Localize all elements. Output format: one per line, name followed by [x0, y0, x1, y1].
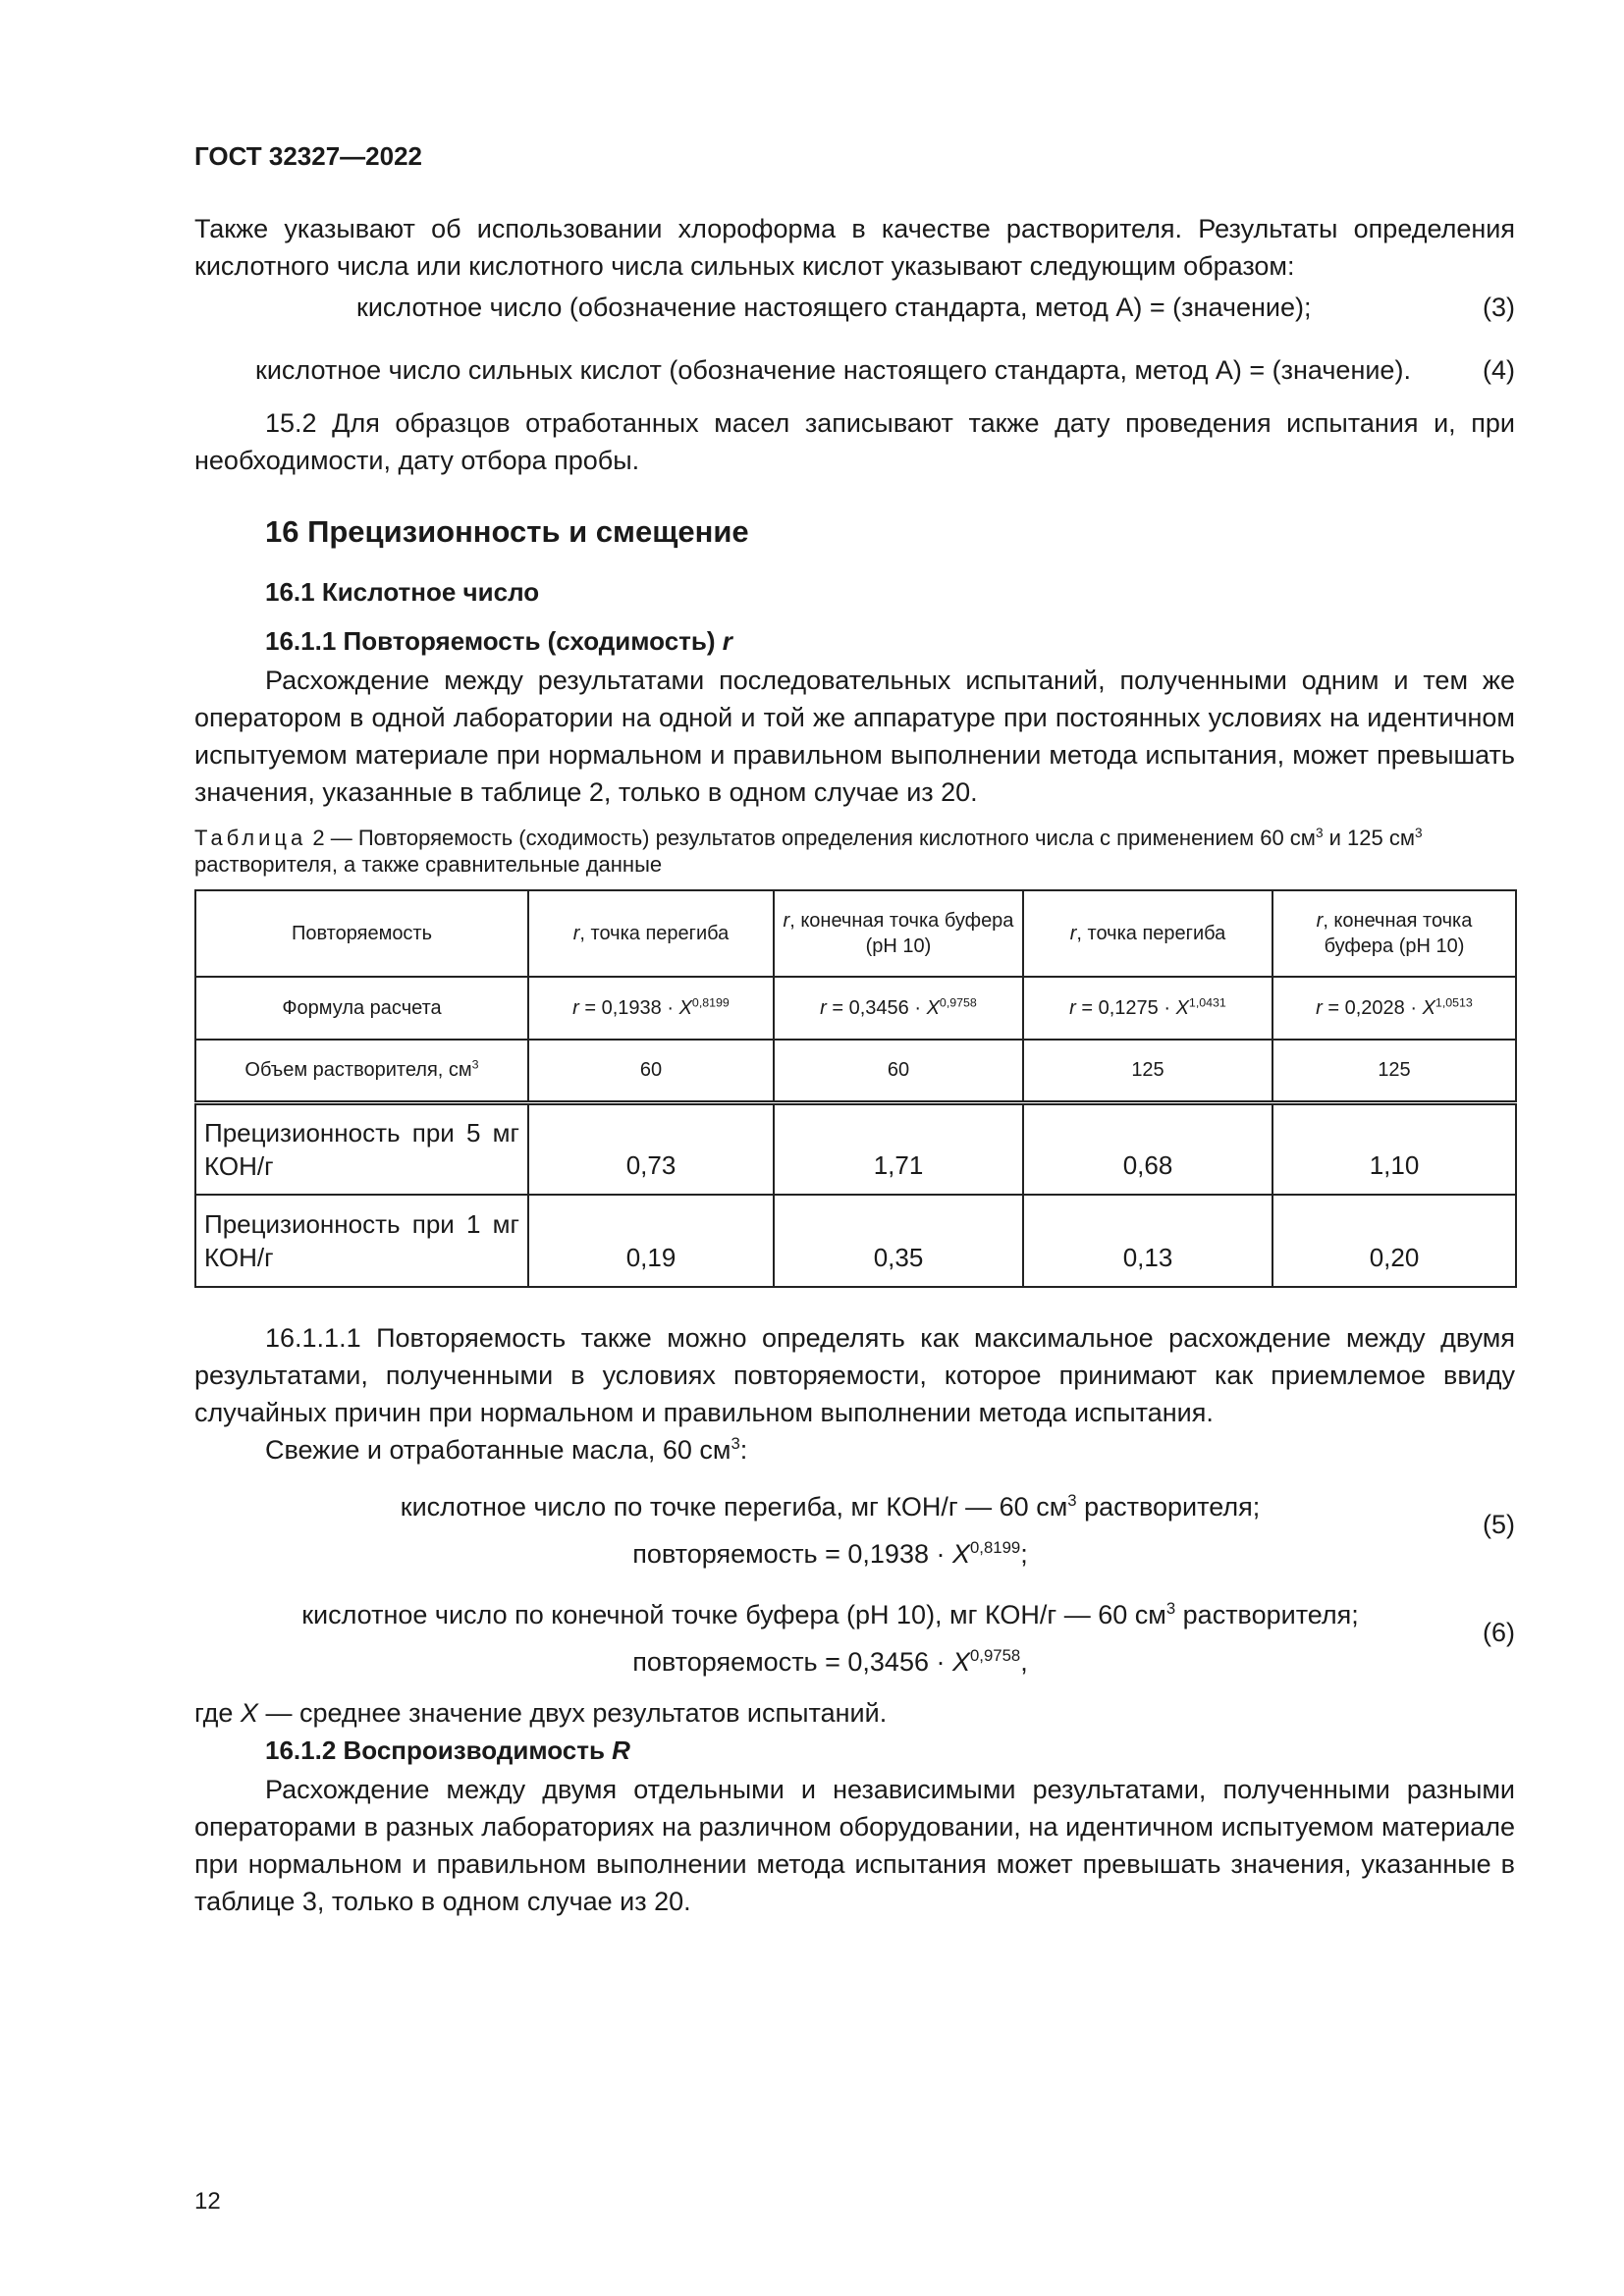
formula-6-line2 [194, 1643, 1515, 1681]
where-prefix: где [194, 1698, 241, 1728]
formula-cell [774, 977, 1023, 1040]
table-row [195, 1195, 1516, 1287]
table-caption-label: Таблица [194, 826, 307, 850]
volume-row-label [195, 1040, 528, 1102]
intro-paragraph: Также указывают об использовании хлороформа в качестве растворителя. Результаты определения кислотного числа или кислотного числа сильных кислот указывают следующим образом: [194, 214, 1515, 281]
formula-5-line2-text: повторяемость = 0,1938 · [632, 1539, 952, 1569]
paragraph-15-2: 15.2 Для образцов отработанных масел записывают также дату проведения испытания и, при необходимости, дату отбора пробы. [194, 408, 1515, 475]
formula-5-line1-text: кислотное число по точке перегиба, мг КОН/г — 60 см [400, 1492, 1068, 1522]
header-text: , точка перегиба [1076, 923, 1226, 944]
symbol-r: r [572, 997, 579, 1019]
formula-5-line2-end: ; [1020, 1539, 1028, 1569]
formula-6-line2-text: повторяемость = 0,3456 · [632, 1647, 952, 1677]
oils-sup: 3 [731, 1433, 740, 1453]
formula-row-label: Формула расчета [195, 977, 528, 1040]
formula-coef: = 0,1275 · [1081, 997, 1176, 1019]
formula-3-text: кислотное число (обозначение настоящего стандарта, метод А) = (значение); [356, 293, 1312, 322]
formula-exp: 0,8199 [691, 995, 730, 1010]
table-cell: 125 [1272, 1040, 1516, 1102]
table-cell: 0,68 [1023, 1102, 1272, 1195]
table-caption-sup1: 3 [1315, 825, 1324, 840]
symbol-r: r [1069, 997, 1076, 1019]
symbol-r: r [783, 910, 790, 932]
formula-5-line1-end: растворителя; [1076, 1492, 1261, 1522]
formula-5-sup: 3 [1067, 1490, 1077, 1510]
table-cell: 60 [528, 1040, 774, 1102]
formula-5-exp: 0,8199 [970, 1537, 1021, 1557]
formula-exp: 1,0513 [1435, 995, 1473, 1010]
table-cell: 1,71 [774, 1102, 1023, 1195]
formula-cell [1272, 977, 1516, 1040]
volume-label-sup: 3 [471, 1057, 479, 1072]
section-16-1-1-heading [265, 622, 1515, 660]
symbol-R: R [612, 1735, 630, 1765]
table-caption-part1: 2 — Повторяемость (сходимость) результатов определения кислотного числа с применением 60 см [306, 826, 1316, 850]
symbol-r: r [1069, 923, 1077, 944]
table-cell: 0,20 [1272, 1195, 1516, 1287]
symbol-r: r [572, 923, 580, 944]
formula-exp: 1,0431 [1188, 995, 1226, 1010]
formula-5-number: (5) [1483, 1510, 1515, 1539]
formula-4 [194, 351, 1515, 389]
formula-row [195, 977, 1516, 1040]
header-cell-buffer-125 [1272, 890, 1516, 977]
formula-cell [1023, 977, 1272, 1040]
section-16-heading: 16 Прецизионность и смещение [265, 514, 749, 549]
section-16-1-2-heading [265, 1732, 1515, 1769]
symbol-r: r [722, 626, 732, 656]
symbol-x: X [678, 997, 692, 1019]
volume-label-text: Объем растворителя, см [244, 1059, 472, 1082]
table-row [195, 1102, 1516, 1195]
formula-4-text: кислотное число сильных кислот (обозначение настоящего стандарта, метод А) = (значение). [255, 355, 1411, 385]
where-line [194, 1694, 1515, 1732]
document-header: ГОСТ 32327—2022 [194, 141, 422, 171]
header-text: , конечная точка буфера (pH 10) [789, 910, 1014, 957]
table-cell: 0,19 [528, 1195, 774, 1287]
formula-6-sup: 3 [1165, 1598, 1176, 1618]
formula-6-number: (6) [1483, 1618, 1515, 1647]
table-cell: 1,10 [1272, 1102, 1516, 1195]
formula-6-line1-end: растворителя; [1175, 1600, 1359, 1629]
symbol-x: X [926, 997, 940, 1019]
table-cell: 0,13 [1023, 1195, 1272, 1287]
formula-cell [528, 977, 774, 1040]
oils-end: : [739, 1435, 748, 1465]
header-cell-inflection-125 [1023, 890, 1272, 977]
header-cell-repeatability: Повторяемость [195, 890, 528, 977]
symbol-x: X [951, 1647, 970, 1677]
volume-row [195, 1040, 1516, 1102]
table-cell: 125 [1023, 1040, 1272, 1102]
table-caption-part2: и 125 см [1323, 826, 1415, 850]
formula-exp: 0,9758 [939, 995, 977, 1010]
formula-6 [194, 1596, 1515, 1681]
formula-3 [194, 289, 1515, 326]
header-text: , конечная точка буфера (pH 10) [1323, 910, 1473, 957]
table-2-caption [194, 825, 1515, 878]
symbol-r: r [1316, 910, 1324, 932]
table-caption-sup2: 3 [1414, 825, 1423, 840]
formula-6-exp: 0,9758 [970, 1645, 1021, 1665]
symbol-x: X [240, 1698, 258, 1728]
formula-5 [194, 1488, 1515, 1573]
oils-text: Свежие и отработанные масла, 60 см [265, 1435, 731, 1465]
symbol-x: X [1422, 997, 1435, 1019]
formula-5-line2 [194, 1535, 1515, 1573]
table-cell: 0,35 [774, 1195, 1023, 1287]
document-page [194, 137, 1515, 1920]
precision-1-label: Прецизионность при 1 мг КОН/г [195, 1195, 528, 1287]
symbol-r: r [1316, 997, 1323, 1019]
formula-6-line1 [194, 1596, 1515, 1633]
precision-5-label: Прецизионность при 5 мг КОН/г [195, 1102, 528, 1195]
oils-line [194, 1431, 1515, 1468]
table-cell: 60 [774, 1040, 1023, 1102]
where-rest: — среднее значение двух результатов испытаний. [257, 1698, 888, 1728]
formula-4-number: (4) [1483, 355, 1515, 385]
symbol-r: r [820, 997, 827, 1019]
header-cell-inflection-60 [528, 890, 774, 977]
section-16-1-2-text: 16.1.2 Воспроизводимость [265, 1735, 605, 1765]
formula-5-line1 [194, 1488, 1515, 1525]
formula-coef: = 0,3456 · [832, 997, 927, 1019]
symbol-x: X [951, 1539, 970, 1569]
header-cell-buffer-60 [774, 890, 1023, 977]
page-number: 12 [194, 2188, 221, 2215]
paragraph-16-1-2: Расхождение между двумя отдельными и независимыми результатами, полученными разными операторами в разных лабораториях на различном оборудовании, на идентичном испытуемом материале при нормальном и правильном выполнении метода испытания может превышать значения, указанные в таблице 3, только в одном случае из 20. [194, 1775, 1515, 1916]
formula-6-line2-end: , [1020, 1647, 1028, 1677]
section-16-1-heading: 16.1 Кислотное число [265, 577, 540, 607]
formula-coef: = 0,2028 · [1327, 997, 1423, 1019]
symbol-x: X [1175, 997, 1189, 1019]
table-cell: 0,73 [528, 1102, 774, 1195]
formula-3-number: (3) [1483, 293, 1515, 322]
table-header-row [195, 890, 1516, 977]
formula-6-line1-text: кислотное число по конечной точке буфера (pH 10), мг КОН/г — 60 см [301, 1600, 1166, 1629]
table-caption-part3: растворителя, а также сравнительные данные [194, 852, 663, 877]
table-2 [194, 889, 1517, 1288]
paragraph-16-1-1: Расхождение между результатами последовательных испытаний, полученными одним и тем же оператором в одной лаборатории на одной и той же аппаратуре при постоянных условиях на идентичном испытуемом материале при нормальном и правильном выполнении метода испытания, может превышать значения, указанные в таблице 2, только в одном случае из 20. [194, 666, 1515, 807]
formula-coef: = 0,1938 · [584, 997, 679, 1019]
section-16-1-1-text: 16.1.1 Повторяемость (сходимость) [265, 626, 716, 656]
paragraph-16-1-1-1: 16.1.1.1 Повторяемость также можно определять как максимальное расхождение между двумя результатами, полученными в условиях повторяемости, которое принимают как приемлемое ввиду случайных причин при нормальном и правильном выполнении метода испытания. [194, 1323, 1515, 1427]
header-text: , точка перегиба [579, 923, 730, 944]
